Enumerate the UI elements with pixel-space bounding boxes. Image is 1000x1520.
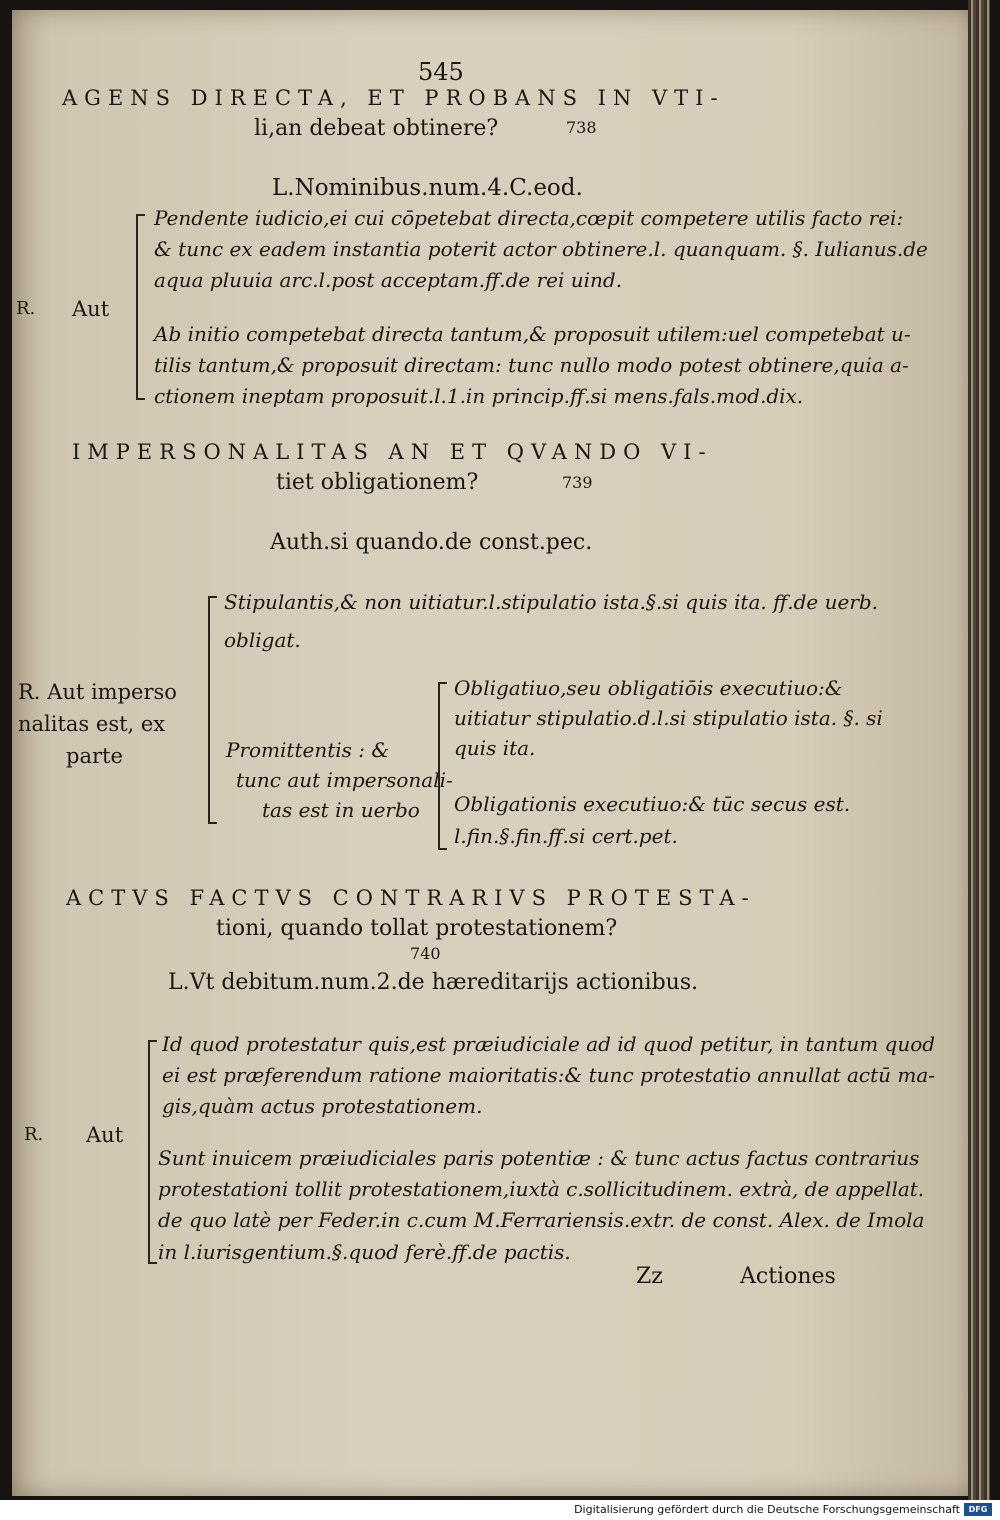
entry-739-promittentis-line2: tunc aut impersonali- [236, 768, 453, 792]
entry-738-case2-line1: Ab initio competebat directa tantum,& proposuit utilem:uel competebat u- [154, 322, 911, 346]
entry-740-aut: Aut [86, 1123, 124, 1147]
entry-740-case2-line2: protestationi tollit protestationem,iuxtà c.sollicitudinem. extrà, de appellat. [158, 1177, 925, 1201]
entry-740-reference: L.Vt debitum.num.2.de hæreditarijs actionibus. [168, 970, 699, 995]
entry-739-inner-brace [438, 682, 440, 850]
brace-cap [438, 682, 447, 684]
entry-739-heading: IMPERSONALITAS AN ET QVANDO VI- [72, 440, 713, 464]
book-edge [968, 0, 990, 1500]
entry-739-answer-line1: R. Aut imperso [18, 680, 177, 704]
entry-740-case2-line1: Sunt inuicem præiudiciales paris potentiæ : & tunc actus factus contrarius [158, 1146, 920, 1170]
entry-738-case2-line3: ctionem ineptam proposuit.l.1.in princip.ff.si mens.fals.mod.dix. [154, 384, 804, 408]
brace-cap [208, 822, 217, 824]
entry-739-obligationis-line1: Obligationis executiuo:& tūc secus est. [454, 792, 851, 816]
entry-739-stipulantis-line2: obligat. [224, 628, 301, 652]
signature-mark: Zz [636, 1264, 663, 1289]
entry-739-obligationis-line2: l.fin.§.fin.ff.si cert.pet. [454, 824, 678, 848]
entry-740-case2-line3: de quo latè per Feder.in c.cum M.Ferrariensis.extr. de const. Alex. de Imola [158, 1208, 925, 1232]
entry-738-number: 738 [566, 118, 597, 137]
entry-739-obligatiuo-line3: quis ita. [454, 736, 536, 760]
entry-740-case1-line1: Id quod protestatur quis,est præiudiciale ad id quod petitur, in tantum quod [162, 1032, 936, 1056]
entry-738-heading-cont: li,an debeat obtinere? [254, 116, 499, 141]
page-number: 545 [418, 58, 464, 86]
entry-739-answer-line2: nalitas est, ex [18, 712, 166, 736]
entry-739-obligatiuo-line2: uitiatur stipulatio.d.l.si stipulatio ista. §. si [454, 706, 883, 730]
entry-738-case1-line3: aqua pluuia arc.l.post acceptam.ff.de rei uind. [154, 268, 623, 292]
entry-738-case1-line1: Pendente iudicio,ei cui cōpetebat directa,cœpit competere utilis facto rei: [154, 206, 904, 230]
entry-738-answer-marker: R. [16, 298, 36, 319]
entry-739-obligatiuo-line1: Obligatiuo,seu obligatiōis executiuo:& [454, 676, 843, 700]
entry-738-heading: AGENS DIRECTA, ET PROBANS IN VTI- [62, 86, 725, 110]
entry-738-brace [136, 214, 138, 400]
brace-cap [438, 848, 447, 850]
entry-739-stipulantis-line1: Stipulantis,& non uitiatur.l.stipulatio ista.§.si quis ita. ff.de uerb. [224, 590, 879, 614]
entry-738-reference: L.Nominibus.num.4.C.eod. [272, 175, 583, 201]
dfg-logo-icon: DFG [964, 1503, 992, 1516]
brace-cap [148, 1262, 157, 1264]
entry-738-aut: Aut [72, 297, 110, 321]
entry-738-case1-line2: & tunc ex eadem instantia poterit actor obtinere.l. quanquam. §. Iulianus.de [154, 237, 928, 261]
entry-739-brace [208, 596, 210, 824]
catchword: Actiones [740, 1264, 836, 1289]
entry-739-promittentis-line3: tas est in uerbo [262, 798, 420, 822]
brace-cap [148, 1040, 157, 1042]
entry-740-case1-line3: gis,quàm actus protestationem. [162, 1094, 483, 1118]
footer-bar [0, 1500, 1000, 1520]
brace-cap [136, 398, 145, 400]
entry-740-answer-marker: R. [24, 1124, 44, 1145]
entry-739-heading-cont: tiet obligationem? [276, 470, 479, 495]
entry-739-answer-line3: parte [66, 744, 123, 768]
entry-740-case2-line4: in l.iurisgentium.§.quod ferè.ff.de pactis. [158, 1240, 571, 1264]
entry-740-number: 740 [410, 944, 441, 963]
brace-cap [136, 214, 145, 216]
footer-credit: Digitalisierung gefördert durch die Deutsche Forschungsgemeinschaft [574, 1503, 960, 1516]
entry-739-promittentis-line1: Promittentis : & [226, 738, 390, 762]
entry-740-heading: ACTVS FACTVS CONTRARIVS PROTESTA- [66, 886, 756, 910]
entry-740-brace [148, 1040, 150, 1264]
entry-738-case2-line2: tilis tantum,& proposuit directam: tunc nullo modo potest obtinere,quia a- [154, 353, 909, 377]
brace-cap [208, 596, 217, 598]
entry-739-number: 739 [562, 473, 593, 492]
entry-740-heading-cont: tioni, quando tollat protestationem? [216, 916, 618, 941]
entry-740-case1-line2: ei est præferendum ratione maioritatis:& tunc protestatio annullat actū ma- [162, 1063, 936, 1087]
entry-739-reference: Auth.si quando.de const.pec. [270, 530, 593, 555]
